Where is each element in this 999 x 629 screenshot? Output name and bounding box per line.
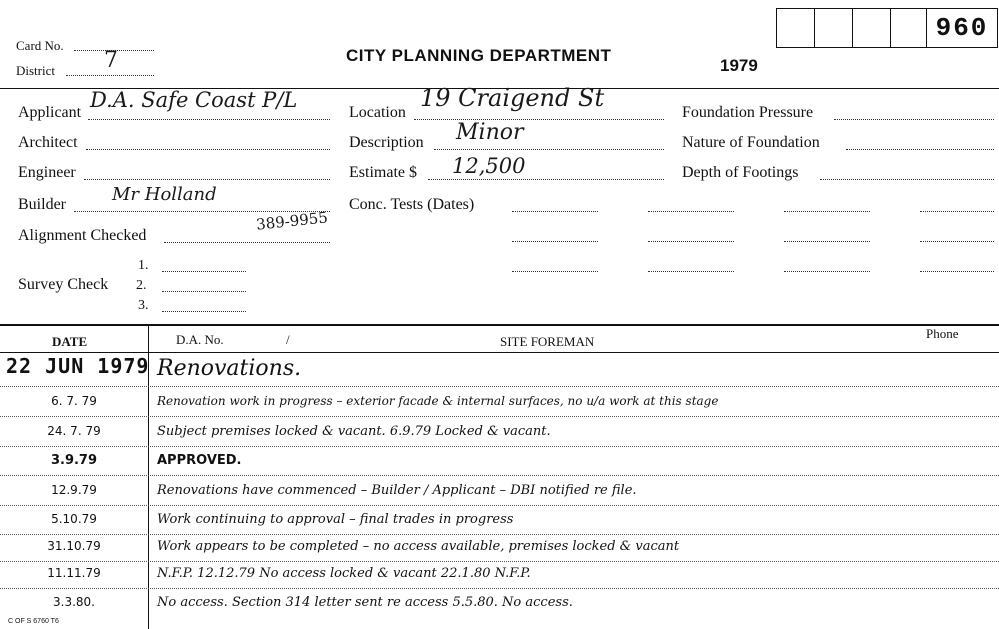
- architect-field: [86, 149, 330, 150]
- conc-tests-label: Conc. Tests (Dates): [349, 196, 475, 213]
- card-number-box-3: [852, 8, 890, 48]
- depth-of-footings-field: [820, 179, 994, 180]
- form-footer-code: C OF S 6760 T6: [8, 618, 59, 625]
- nature-of-foundation-field: [846, 149, 994, 150]
- engineer-label: Engineer: [18, 164, 76, 181]
- engineer-field: [84, 179, 330, 180]
- log-row-1-entry: Renovations.: [157, 356, 302, 381]
- conc-test-field-2c: [648, 271, 734, 272]
- alignment-checked-label: Alignment Checked: [18, 227, 147, 244]
- log-row-4-line: [0, 475, 999, 476]
- survey-check-1-label: 1.: [138, 258, 149, 273]
- form-title: CITY PLANNING DEPARTMENT: [346, 46, 612, 65]
- card-number-box-2: [814, 8, 852, 48]
- conc-test-field-4a: [920, 211, 994, 212]
- builder-label: Builder: [18, 196, 66, 213]
- log-row-3-entry: Subject premises locked & vacant. 6.9.79 Locked & vacant.: [157, 424, 551, 439]
- applicant-field: [88, 119, 330, 120]
- conc-test-field-3b: [784, 241, 870, 242]
- log-row-8-entry: N.F.P. 12.12.79 No access locked & vacant 22.1.80 N.F.P.: [157, 566, 531, 581]
- depth-of-footings-label: Depth of Footings: [682, 164, 799, 181]
- district-value: 7: [104, 48, 118, 73]
- log-row-9-date: 3.3.80.: [53, 595, 95, 609]
- log-row-1-date: 22 JUN 1979: [6, 354, 150, 378]
- description-field: [434, 149, 664, 150]
- card-no-label: Card No.: [16, 38, 64, 53]
- description-value: Minor: [456, 120, 524, 145]
- card-number-box-4: [890, 8, 928, 48]
- estimate-label: Estimate $: [349, 164, 417, 181]
- log-row-8-date: 11.11.79: [47, 566, 101, 580]
- architect-label: Architect: [18, 134, 78, 151]
- log-row-1-line: [0, 386, 999, 387]
- conc-test-field-4b: [920, 241, 994, 242]
- foundation-pressure-field: [834, 119, 994, 120]
- estimate-field: [428, 179, 664, 180]
- conc-test-field-2b: [648, 241, 734, 242]
- log-row-2-line: [0, 416, 999, 417]
- survey-check-1-field: [162, 271, 246, 272]
- survey-check-label: Survey Check: [18, 276, 109, 293]
- log-row-7-date: 31.10.79: [47, 539, 101, 553]
- district-label: District: [16, 63, 55, 78]
- conc-test-field-3a: [784, 211, 870, 212]
- log-row-6-line: [0, 534, 999, 535]
- applicant-label: Applicant: [18, 104, 82, 121]
- log-row-4-entry: APPROVED.: [157, 453, 242, 468]
- log-header-divider: [0, 352, 999, 353]
- survey-check-2-field: [162, 291, 246, 292]
- log-row-2-date: 6. 7. 79: [51, 394, 97, 408]
- location-field: [414, 119, 664, 120]
- nature-of-foundation-label: Nature of Foundation: [682, 134, 820, 151]
- conc-test-field-1b: [512, 241, 598, 242]
- log-row-3-line: [0, 446, 999, 447]
- conc-test-field-4c: [920, 271, 994, 272]
- survey-check-2-label: 2.: [136, 278, 147, 293]
- foundation-pressure-label: Foundation Pressure: [682, 104, 814, 121]
- location-label: Location: [349, 104, 406, 121]
- log-row-5-entry: Renovations have commenced – Builder / Applicant – DBI notified re file.: [157, 483, 637, 498]
- estimate-value: 12,500: [452, 154, 526, 178]
- log-row-5-line: [0, 505, 999, 506]
- log-row-9-entry: No access. Section 314 letter sent re access 5.5.80. No access.: [157, 595, 573, 610]
- log-row-7-line: [0, 561, 999, 562]
- log-row-7-entry: Work appears to be completed – no access available, premises locked & vacant: [157, 539, 680, 554]
- description-label: Description: [349, 134, 424, 151]
- survey-check-3-field: [162, 311, 246, 312]
- conc-test-field-1a: [512, 211, 598, 212]
- log-header-site-foreman: SITE FOREMAN: [500, 334, 595, 349]
- log-row-6-entry: Work continuing to approval – final trades in progress: [157, 512, 514, 527]
- log-row-4-date: 3.9.79: [50, 453, 98, 468]
- conc-test-field-3c: [784, 271, 870, 272]
- log-row-2-entry: Renovation work in progress – exterior facade & internal surfaces, no u/a work at this stage: [157, 394, 719, 408]
- log-row-5-date: 12.9.79: [51, 483, 97, 497]
- conc-test-field-1c: [512, 271, 598, 272]
- log-row-6-date: 5.10.79: [51, 512, 97, 526]
- log-header-date: DATE: [52, 334, 88, 349]
- location-value: 19 Craigend St: [420, 84, 605, 112]
- log-row-8-line: [0, 588, 999, 589]
- card-number-box-1: [776, 8, 814, 48]
- builder-value: Mr Holland: [112, 184, 217, 205]
- form-year: 1979: [720, 56, 758, 75]
- log-header-da-no: D.A. No.: [176, 332, 224, 347]
- builder-phone: 389-9955: [255, 208, 329, 234]
- log-header-slash: /: [286, 332, 290, 347]
- log-row-3-date: 24. 7. 79: [47, 424, 101, 438]
- card-number: 960: [926, 8, 998, 48]
- survey-check-3-label: 3.: [138, 298, 149, 313]
- applicant-value: D.A. Safe Coast P/L: [90, 88, 298, 112]
- alignment-checked-field: [164, 242, 330, 243]
- conc-test-field-2a: [648, 211, 734, 212]
- log-header-phone: Phone: [926, 326, 959, 341]
- district-field: [66, 75, 154, 76]
- log-table-top-border: [0, 324, 999, 326]
